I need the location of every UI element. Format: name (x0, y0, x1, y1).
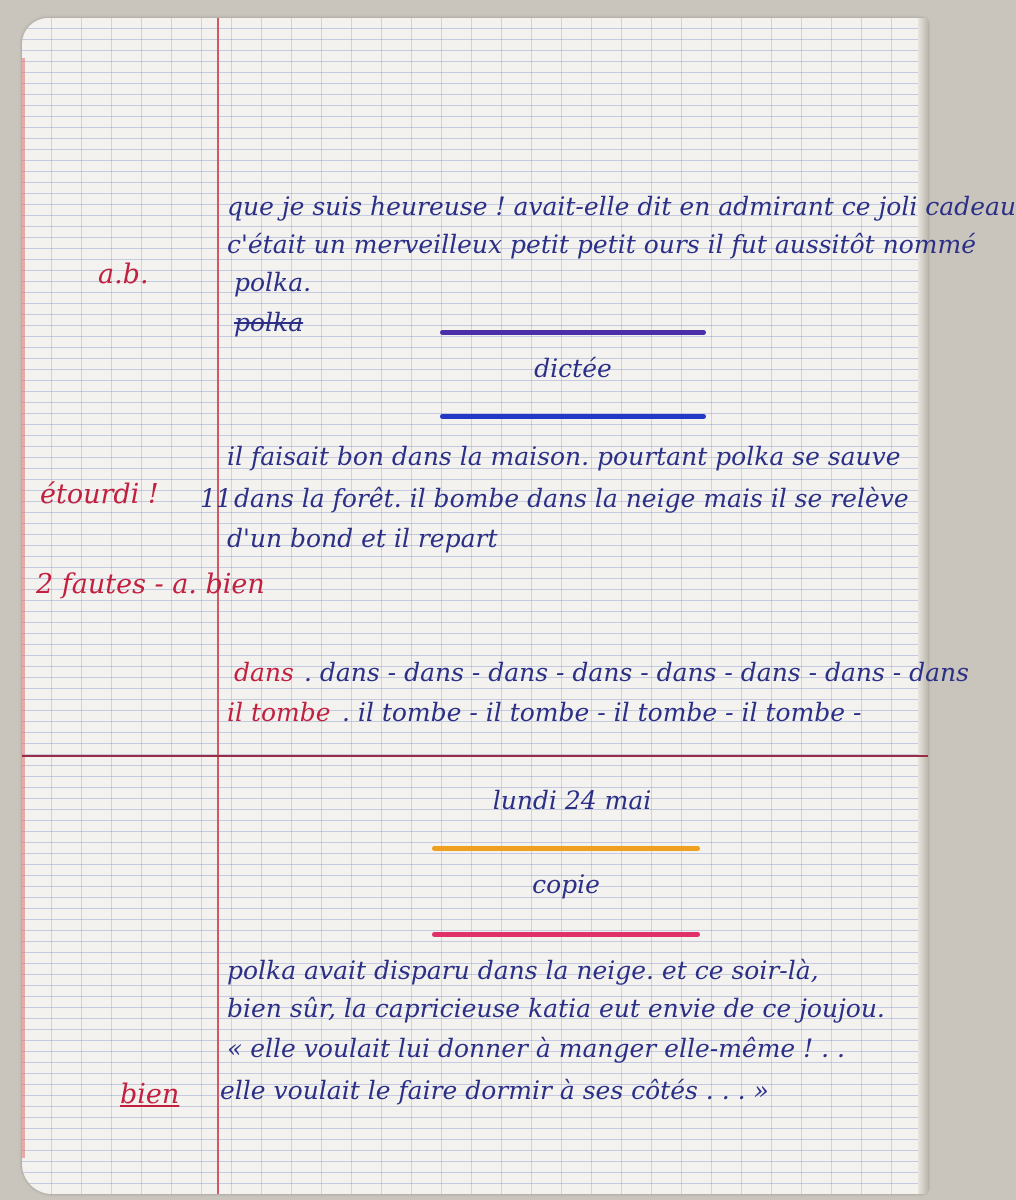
copie-line-2: bien sûr, la capricieuse katia eut envie de ce joujou. (227, 994, 885, 1023)
copy-line-3: polka. (234, 268, 312, 297)
correction-line-2: . il tombe - il tombe - il tombe - il tombe - (342, 698, 862, 727)
dictee-line-1: il faisait bon dans la maison. pourtant polka se sauve (227, 442, 901, 471)
dictee-title: dictée (534, 354, 612, 383)
correction-word-dans: dans (234, 658, 294, 687)
copy-line-4-struck: polka (234, 308, 304, 337)
dictee-line-3: d'un bond et il repart (227, 524, 498, 553)
correction-line-1: . dans - dans - dans - dans - dans - dans - dans - dans (304, 658, 969, 687)
date-heading: lundi 24 mai (492, 786, 652, 815)
page-edge (22, 58, 25, 1158)
section-divider (22, 755, 928, 757)
copie-line-1: polka avait disparu dans la neige. et ce soir-là, (227, 956, 819, 985)
copy-line-1: que je suis heureuse ! avait-elle dit en admirant ce joli cadeau (227, 192, 1016, 221)
copie-title: copie (532, 870, 600, 899)
margin-note-count: 11 (200, 484, 232, 513)
margin-note-etourdi: étourdi ! (40, 479, 159, 510)
copie-line-3: « elle voulait lui donner à manger elle-même ! . . (227, 1034, 845, 1063)
correction-word-il-tombe: il tombe (227, 698, 331, 727)
purple-rule (440, 330, 706, 335)
copy-line-2: c'était un merveilleux petit petit ours il fut aussitôt nommé (227, 230, 976, 259)
margin-line (217, 18, 219, 1194)
dictee-line-2: dans la forêt. il bombe dans la neige mais il se relève (234, 484, 909, 513)
orange-rule (432, 846, 700, 851)
margin-note-fautes: 2 fautes - a. bien (36, 569, 265, 600)
margin-note-bien: bien (120, 1079, 180, 1110)
copie-line-4: elle voulait le faire dormir à ses côtés . . . » (220, 1076, 769, 1105)
notebook-page (22, 18, 1016, 1194)
blue-rule (440, 414, 706, 419)
margin-note-ab: a.b. (98, 259, 149, 290)
pink-rule (432, 932, 700, 937)
